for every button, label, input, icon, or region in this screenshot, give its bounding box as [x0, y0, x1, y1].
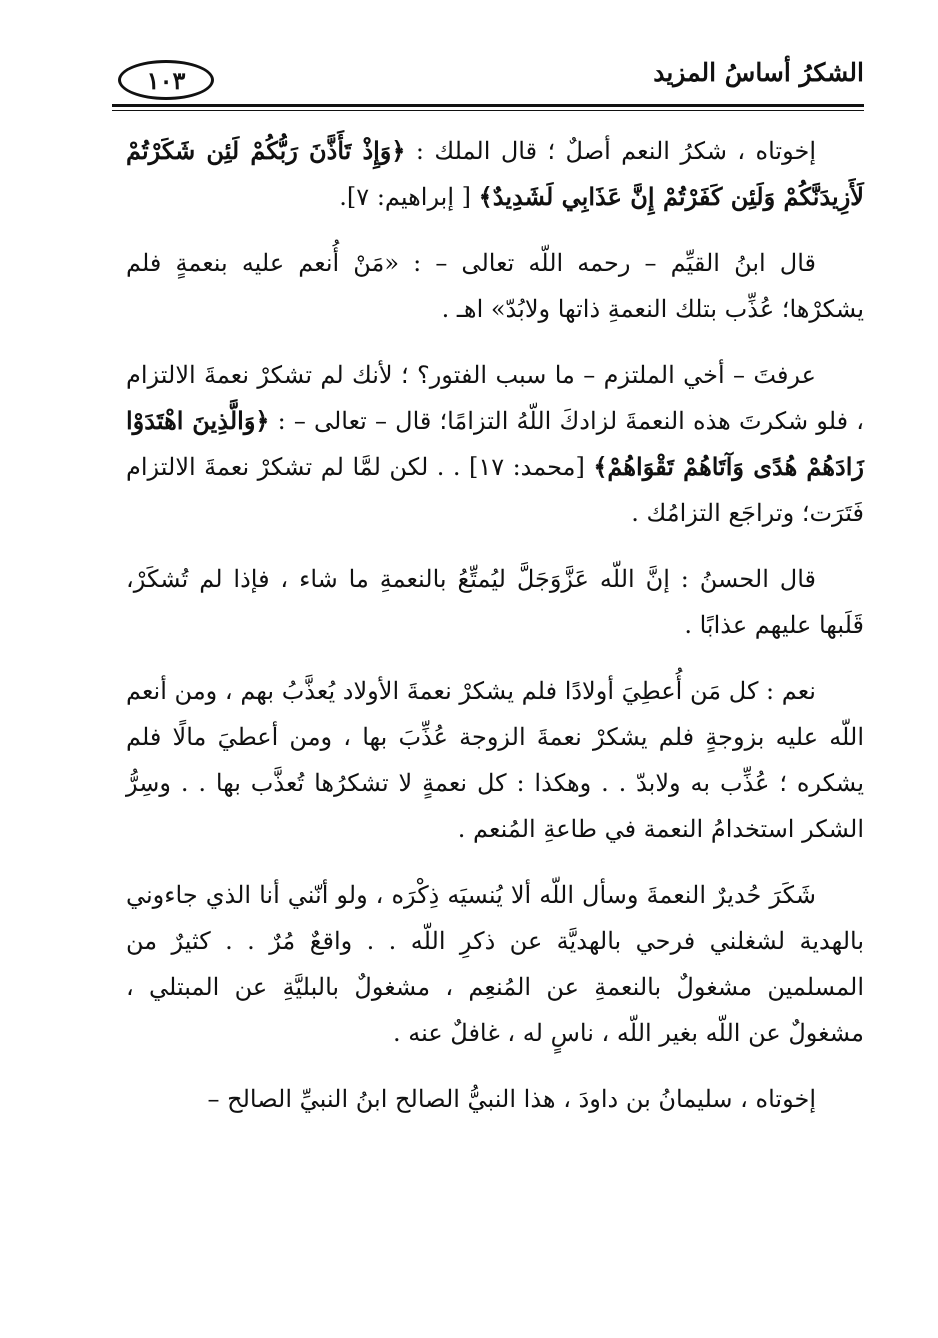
header-rule-thick	[112, 104, 864, 107]
page-header	[112, 52, 864, 102]
paragraph-3-outro: [محمد: ١٧] . . لكن لمَّا لم تشكرْ نعمةَ الالتزام فَتَرَت؛ وتراجَع التزامُك .	[126, 453, 864, 527]
paragraph-6: شَكَرَ حُديرٌ النعمةَ وسأل اللّه ألا يُنسيَه ذِكْرَه ، ولو أنّني أنا الذي جاءوني بالهدية لشغلني فرحي بالهديَّة عن ذكرِ اللّه . . واقعٌ مُرٌ . . كثيرٌ من المسلمين مشغولٌ بالنعمةِ عن المُنعِم ، مشغولٌ بالبليَّةِ عن المبتلي ، مشغولٌ عن اللّه بغير اللّه ، ناسٍ له ، غافلٌ عنه .	[126, 881, 864, 1047]
verse-reference-ibrahim: [ إبراهيم: ٧].	[339, 183, 479, 211]
paragraph-3	[126, 352, 864, 536]
page-number: ١٠٣	[118, 60, 214, 100]
paragraph-1-intro: إخوتاه ، شكرُ النعم أصلٌ ؛ قال الملك :	[405, 137, 816, 165]
paragraph-5: نعم : كل مَن أُعطِيَ أولادًا فلم يشكرْ نعمةَ الأولاد يُعذَّبُ بهم ، ومن أنعم اللّه عليه بزوجةٍ فلم يشكرْ نعمةَ الزوجة عُذِّبَ بها ، ومن أعطيَ مالًا فلم يشكره ؛ عُذِّب به ولابدّ . . وهكذا : كل نعمةٍ لا تشكرُها تُعذَّب بها . . وسِرُّ الشكر استخدامُ النعمة في طاعةِ المُنعم .	[126, 677, 864, 843]
running-title: الشكرُ أساسُ المزيد	[653, 58, 864, 87]
quran-verse-muhammad: ﴿وَالَّذِينَ اهْتَدَوْا زَادَهُمْ هُدًى وَآتَاهُمْ تَقْوَاهُمْ﴾	[126, 406, 865, 481]
paragraph-2: قال ابنُ القيِّم – رحمه اللّه تعالى – : «مَنْ أُنعم عليه بنعمةٍ فلم يشكرْها؛ عُذِّب بتلك النعمةِ ذاتها ولابُدّ» اهـ .	[126, 249, 864, 323]
quran-verse-ibrahim: ﴿وَإِذْ تَأَذَّنَ رَبُّكُمْ لَئِن شَكَرْتُمْ لَأَزِيدَنَّكُمْ وَلَئِن كَفَرْتُمْ إِنَّ عَذَابِي لَشَدِيدٌ﴾	[126, 136, 864, 211]
paragraph-1	[126, 128, 864, 220]
header-rule-thin	[112, 110, 864, 111]
paragraph-7: إخوتاه ، سليمانُ بن داودَ ، هذا النبيُّ الصالح ابنُ النبيِّ الصالح –	[207, 1085, 816, 1113]
page-body	[126, 128, 864, 1142]
paragraph-3-intro: عرفتَ – أخي الملتزم – ما سبب الفتور؟ ؛ لأنك لم تشكرْ نعمةَ الالتزام ، فلو شكرتَ هذه النعمةَ لزادكَ اللّهُ التزامًا؛ قال – تعالى – :	[126, 361, 864, 435]
paragraph-4: قال الحسنُ : إنَّ اللّه عَزَّوَجَلَّ ليُمتِّعُ بالنعمةِ ما شاء ، فإذا لم تُشكَرْ، قَلَبها عليهم عذابًا .	[126, 565, 864, 639]
